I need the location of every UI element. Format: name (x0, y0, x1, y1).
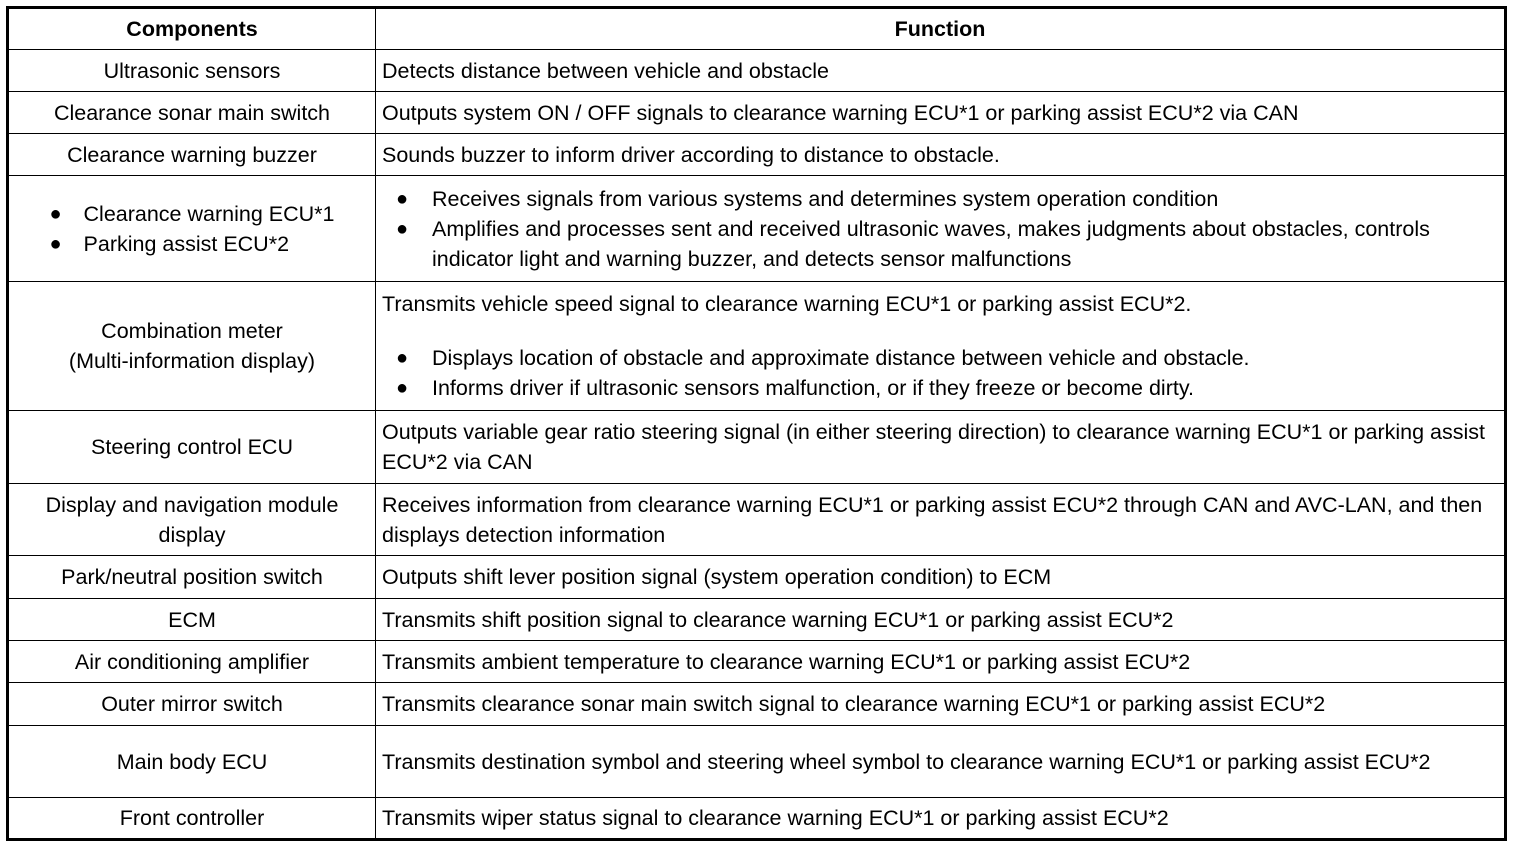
table-row (8, 176, 1506, 282)
function-cell: Transmits ambient temperature to clearance warning ECU*1 or parking assist ECU*2 (376, 641, 1506, 683)
bullet-item: ● Parking assist ECU*2 (50, 229, 335, 259)
component-cell: Main body ECU (8, 726, 376, 798)
function-cell: Sounds buzzer to inform driver according to distance to obstacle. (376, 134, 1506, 176)
function-cell: Transmits clearance sonar main switch signal to clearance warning ECU*1 or parking assist ECU*2 (376, 683, 1506, 726)
component-cell: ECM (8, 599, 376, 641)
table-row (8, 798, 1506, 840)
header-row (8, 8, 1506, 50)
function-cell (376, 282, 1506, 411)
function-cell: Transmits shift position signal to clearance warning ECU*1 or parking assist ECU*2 (376, 599, 1506, 641)
function-cell: Transmits destination symbol and steering wheel symbol to clearance warning ECU*1 or parking assist ECU*2 (376, 726, 1506, 798)
table-row (8, 134, 1506, 176)
component-cell: Outer mirror switch (8, 683, 376, 726)
bullet-item: ● Informs driver if ultrasonic sensors malfunction, or if they freeze or become dirty. (382, 373, 1498, 403)
table-row (8, 726, 1506, 798)
component-bullet-list (50, 199, 335, 259)
function-cell: Detects distance between vehicle and obstacle (376, 50, 1506, 92)
component-cell (8, 282, 376, 411)
table-row (8, 282, 1506, 411)
component-cell: Steering control ECU (8, 411, 376, 484)
table-row (8, 641, 1506, 683)
function-cell: Outputs system ON / OFF signals to clearance warning ECU*1 or parking assist ECU*2 via CAN (376, 92, 1506, 134)
bullet-item: ● Amplifies and processes sent and received ultrasonic waves, makes judgments about obstacles, controls indicator light and warning buzzer, and detects sensor malfunctions (382, 214, 1498, 274)
table-row (8, 556, 1506, 599)
function-text: Transmits vehicle speed signal to clearance warning ECU*1 or parking assist ECU*2. (382, 292, 1192, 316)
table-row (8, 599, 1506, 641)
components-header: Components (8, 8, 376, 50)
function-cell: Receives information from clearance warning ECU*1 or parking assist ECU*2 through CAN and AVC-LAN, and then displays detection information (376, 484, 1506, 556)
bullet-item: ● Clearance warning ECU*1 (50, 199, 335, 229)
component-cell: Park/neutral position switch (8, 556, 376, 599)
component-cell: Front controller (8, 798, 376, 840)
component-cell (8, 176, 376, 282)
function-cell: Transmits wiper status signal to clearance warning ECU*1 or parking assist ECU*2 (376, 798, 1506, 840)
component-cell: Clearance warning buzzer (8, 134, 376, 176)
component-cell: Clearance sonar main switch (8, 92, 376, 134)
bullet-item: ● Displays location of obstacle and approximate distance between vehicle and obstacle. (382, 343, 1498, 373)
component-line: (Multi-information display) (68, 349, 316, 373)
components-function-table (6, 6, 1507, 841)
component-line: Combination meter (101, 319, 283, 343)
component-cell: Ultrasonic sensors (8, 50, 376, 92)
table-row (8, 411, 1506, 484)
function-cell: Outputs shift lever position signal (system operation condition) to ECM (376, 556, 1506, 599)
table-row (8, 92, 1506, 134)
component-cell: Display and navigation module display (8, 484, 376, 556)
function-cell: Outputs variable gear ratio steering signal (in either steering direction) to clearance warning ECU*1 or parking assist ECU*2 via CAN (376, 411, 1506, 484)
table-row (8, 683, 1506, 726)
function-bullet-list (382, 184, 1498, 274)
component-cell: Air conditioning amplifier (8, 641, 376, 683)
table-row (8, 484, 1506, 556)
function-bullet-list (382, 343, 1498, 403)
table-row (8, 50, 1506, 92)
bullet-item: ● Receives signals from various systems and determines system operation condition (382, 184, 1498, 214)
function-header: Function (376, 8, 1506, 50)
function-cell (376, 176, 1506, 282)
